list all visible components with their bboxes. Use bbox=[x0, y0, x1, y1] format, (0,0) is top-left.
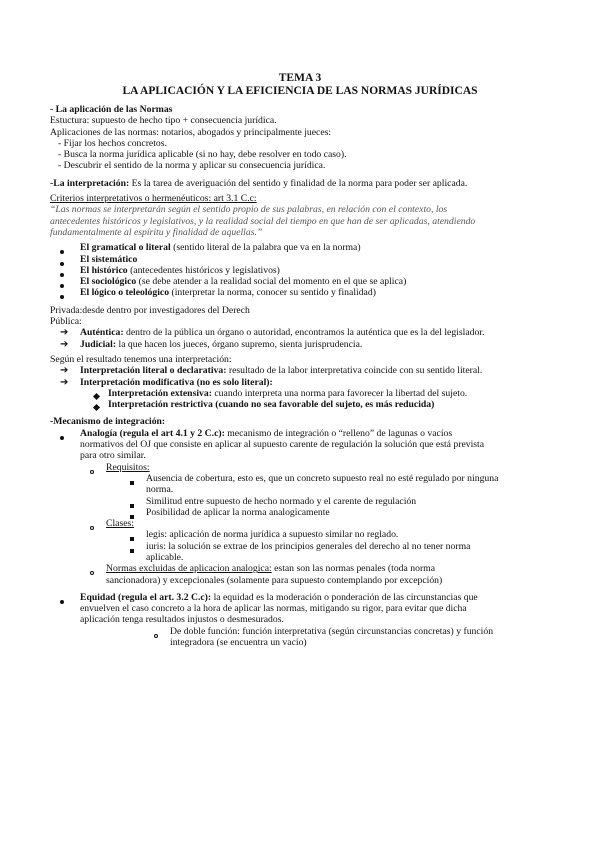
requisito-text: Posibilidad de aplicar la norma analogicamente bbox=[146, 506, 330, 518]
list-item bbox=[50, 473, 562, 484]
list-item bbox=[50, 377, 562, 388]
list-item bbox=[50, 276, 562, 287]
list-item bbox=[50, 496, 562, 507]
criterio-desc: (antecedentes históricos y legislativos) bbox=[127, 264, 280, 276]
criterio-name: El sociológico bbox=[80, 276, 137, 288]
excluidas-text: estan son las normas penales (toda norma bbox=[271, 563, 435, 575]
list-item bbox=[50, 365, 562, 376]
list-item: - Busca la norma jurídica aplicable (si no hay, debe resolver en todo caso). bbox=[58, 149, 347, 161]
list-item: - Descubrir el sentido de la norma y aplicar su consecuencia jurídica. bbox=[58, 160, 326, 172]
interpretacion-subtype: Interpretación extensiva: bbox=[108, 387, 212, 399]
document-body bbox=[50, 104, 562, 648]
paragraph-estructura: Estuctura: supuesto de hecho tipo + consecuencia jurídica. bbox=[50, 115, 277, 127]
excluidas-text-line: sancionadora) y excepcionales (solamente para supuesto contemplando por excepción) bbox=[106, 574, 443, 586]
clase-text: legis: aplicación de norma jurídica a supuesto similar no reglado. bbox=[146, 529, 399, 541]
equidad-text-line: aplicación tenga resultados injustos o desmesurados. bbox=[80, 614, 284, 626]
interpretacion-desc: resultado de la labor interpretativa coincide con su sentido literal. bbox=[226, 365, 483, 377]
quote-line: “Las normas se interpretarán según el sentido propio de sus palabras, en relación con el contexto, los bbox=[50, 204, 448, 216]
list-item bbox=[50, 327, 562, 338]
criterio-name: El lógico o teleológico bbox=[80, 287, 170, 299]
requisito-text-line: norma. bbox=[146, 484, 174, 496]
interpretacion-desc: cuando interpreta una norma para favorecer la libertad del sujeto. bbox=[211, 387, 468, 399]
criterio-name: El histórico bbox=[80, 264, 128, 276]
doble-funcion-text: De doble función: función interpretativa (según circunstancias concretas) y función bbox=[170, 625, 494, 637]
list-item bbox=[50, 462, 562, 473]
clase-text: iuris: la solución se extrae de los principios generales del derecho al no tener norma bbox=[146, 540, 471, 552]
doble-funcion-text-line: integradora (se encuentra un vacío) bbox=[170, 637, 307, 649]
list-item bbox=[50, 242, 562, 253]
section-heading-interpretacion: -La interpretación: bbox=[50, 177, 130, 189]
list-item bbox=[50, 626, 562, 637]
paragraph-privada: Privada:desde dentro por investigadores del Derech bbox=[50, 304, 250, 316]
list-item bbox=[50, 399, 562, 410]
quote-line: antecedentes históricos y legislativos, y la realidad social del tiempo en que han de ser aplicadas, atendiendo bbox=[50, 215, 476, 227]
list-item: - Fijar los hechos concretos. bbox=[58, 137, 167, 149]
list-item bbox=[50, 541, 562, 552]
interpretacion-desc: dentro de la pública un órgano o autoridad, encontramos la auténtica que es la del legislador. bbox=[123, 327, 485, 339]
paragraph-segun-resultado: Según el resultado tenemos una interpretación: bbox=[50, 353, 232, 365]
paragraph-publica: Pública: bbox=[50, 316, 82, 328]
equidad-text-line: envuelven el caso concreto a la hora de aplicar las normas, mitigando su rigor, para evitar que dicha bbox=[80, 603, 467, 615]
criterio-name: El sistemático bbox=[80, 253, 138, 265]
analogia-text: mecanismo de integración o “relleno” de lagunas o vacíos bbox=[224, 427, 453, 439]
interpretacion-definition: Es la tarea de averiguación del sentido y finalidad de la norma para poder ser aplicada. bbox=[129, 177, 468, 189]
list-item bbox=[50, 529, 562, 540]
arrow-right-icon: ➔ bbox=[60, 338, 69, 350]
document-title-number: TEMA 3 bbox=[278, 72, 322, 84]
criterio-desc: (se debe atender a la realidad social del momento en el que se aplica) bbox=[136, 276, 407, 288]
requisito-text: Ausencia de cobertura, esto es, que un concreto supuesto real no esté regulado por ninguna bbox=[146, 472, 499, 484]
section-heading-integracion: -Mecanismo de integración: bbox=[50, 416, 166, 428]
arrow-right-icon: ➔ bbox=[60, 365, 69, 377]
arrow-right-icon: ➔ bbox=[60, 327, 69, 339]
quote-line: fundamentalmente al espíritu y finalidad de aquellas.” bbox=[50, 226, 263, 238]
interpretacion-subtype: Interpretación restrictiva (cuando no sea favorable del sujeto, es más reducida) bbox=[108, 399, 435, 411]
interpretacion-type: Interpretación modificativa (no es solo literal): bbox=[80, 376, 273, 388]
arrow-right-icon: ➔ bbox=[60, 376, 69, 388]
bullet-dot-icon bbox=[60, 295, 64, 299]
list-item bbox=[50, 518, 562, 529]
list-item bbox=[50, 339, 562, 350]
list-item bbox=[50, 507, 562, 518]
criterio-desc: (interpretar la norma, conocer su sentido y finalidad) bbox=[169, 287, 376, 299]
list-item-analogia bbox=[50, 428, 562, 439]
analogia-title: Analogía (regula el art 4.1 y 2 C.c): bbox=[80, 427, 225, 439]
list-item bbox=[50, 563, 562, 574]
interpretacion-type: Interpretación literal o declarativa: bbox=[80, 365, 227, 377]
excluidas-label: Normas excluidas de aplicacion analogica: bbox=[106, 563, 272, 575]
criterios-heading: Criterios interpretativos o hermenéuticos: art 3.1 C.c: bbox=[50, 193, 257, 205]
list-item bbox=[50, 254, 562, 265]
criterio-desc: (sentido literal de la palabra que va en la norma) bbox=[170, 242, 361, 254]
list-item bbox=[50, 388, 562, 399]
list-item bbox=[50, 287, 562, 298]
interpretacion-type: Judicial: bbox=[80, 338, 117, 350]
list-item-equidad bbox=[50, 592, 562, 603]
interpretacion-type: Auténtica: bbox=[80, 327, 124, 339]
requisitos-label: Requisitos: bbox=[106, 461, 150, 473]
equidad-text: la equidad es la moderación o ponderación de las circunstancias que bbox=[211, 591, 478, 603]
diamond-bullet-icon bbox=[93, 404, 100, 411]
clases-label: Clases: bbox=[106, 518, 134, 530]
clase-text-line: aplicable. bbox=[146, 551, 184, 563]
equidad-title: Equidad (regula el art. 3.2 C.c): bbox=[80, 591, 212, 603]
criterio-name: El gramatical o literal bbox=[80, 242, 171, 254]
paragraph-aplicaciones: Aplicaciones de las normas: notarios, abogados y principalmente jueces: bbox=[50, 126, 332, 138]
analogia-text-line: para otro similar. bbox=[80, 450, 146, 462]
interpretacion-desc: la que hacen los jueces, órgano supremo, sienta jurisprudencia. bbox=[116, 338, 363, 350]
paragraph-interpretacion bbox=[50, 178, 562, 189]
list-item bbox=[50, 265, 562, 276]
document-title: LA APLICACIÓN Y LA EFICIENCIA DE LAS NORMAS JURÍDICAS bbox=[122, 85, 478, 97]
section-heading-aplicacion: - La aplicación de las Normas bbox=[50, 104, 173, 115]
requisito-text: Similitud entre supuesto de hecho normado y el carente de regulación bbox=[146, 495, 417, 507]
analogia-text-line: normativos del OJ que consiste en aplicar al supuesto carente de regulación la solución que está prevista bbox=[80, 439, 485, 451]
